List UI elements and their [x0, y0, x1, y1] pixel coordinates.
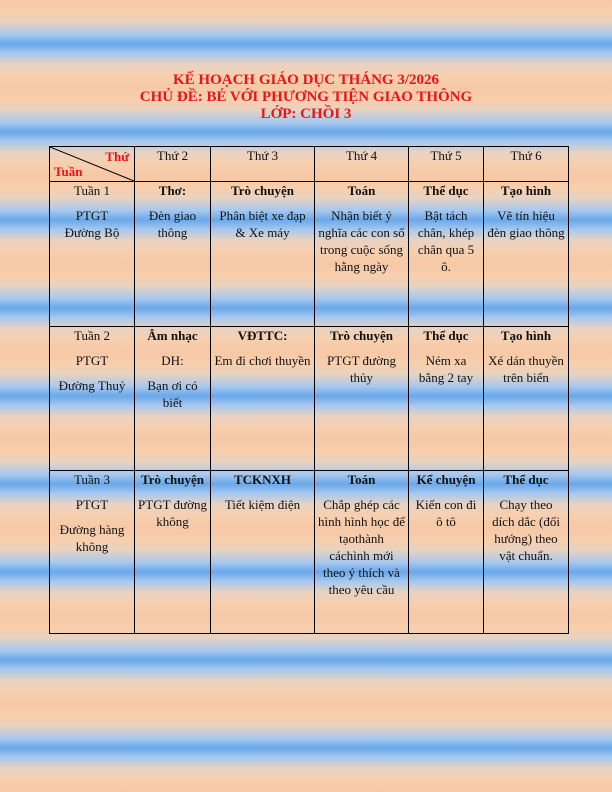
week-label-cell: [50, 327, 135, 471]
activity-cell: [211, 327, 315, 471]
activity-cell: [315, 327, 409, 471]
activity-detail: Bật tách chân, khép chân qua 5 ô.: [417, 208, 475, 274]
week-label-cell: [50, 182, 135, 327]
activity-detail: PTGT đường thủy: [327, 353, 396, 385]
activity-subject: Trò chuyện: [141, 472, 204, 487]
activity-cell: [135, 182, 211, 327]
activity-cell: [211, 182, 315, 327]
activity-detail: Vẽ tín hiệu đèn giao thông: [487, 208, 565, 240]
activity-detail: Nhận biết ý nghĩa các con số trong cuộc sống hằng ngày: [318, 208, 405, 274]
day-header: Thứ 3: [211, 147, 315, 182]
activity-subject: Thể dục: [503, 472, 549, 487]
activity-detail: Chắp ghép các hình hình học để tạothành cáchình mới theo ý thích và theo yêu cầu: [318, 497, 406, 597]
activity-cell: [135, 471, 211, 634]
week-number: Tuần 2: [73, 328, 110, 343]
activity-detail-2: Bạn ơi có biết: [147, 378, 198, 410]
activity-subject: Tạo hình: [500, 328, 552, 343]
activity-cell: [409, 327, 484, 471]
activity-cell: [409, 182, 484, 327]
week-number: Tuần 3: [73, 472, 110, 487]
activity-cell: [135, 327, 211, 471]
activity-subject: Thể dục: [423, 328, 469, 343]
week-row: [50, 327, 569, 471]
activity-cell: [484, 182, 569, 327]
week-topic: PTGT: [75, 353, 109, 368]
day-header: Thứ 2: [135, 147, 211, 182]
title-line-1: KẾ HOẠCH GIÁO DỤC THÁNG 3/2026: [173, 72, 439, 88]
activity-detail: Kiến con đi ô tô: [415, 497, 477, 529]
activity-subject: Thơ:: [158, 183, 187, 198]
activity-detail: PTGT đường không: [138, 497, 207, 529]
activity-subject: Âm nhạc: [147, 328, 198, 343]
activity-subject: TCKNXH: [233, 472, 292, 487]
activity-detail: Đèn giao thông: [148, 208, 197, 240]
activity-cell: [315, 182, 409, 327]
activity-cell: [315, 471, 409, 634]
activity-detail: DH:: [161, 353, 184, 368]
activity-subject: Trò chuyện: [330, 328, 393, 343]
week-route: Đường hàng không: [59, 522, 125, 554]
activity-cell: [484, 471, 569, 634]
activity-cell: [484, 327, 569, 471]
title-line-3: LỚP: CHỒI 3: [260, 106, 352, 122]
activity-subject: Trò chuyện: [231, 183, 294, 198]
activity-subject: Tạo hình: [500, 183, 552, 198]
document-title: [0, 72, 612, 123]
title-line-2: CHỦ ĐỀ: BÉ VỚI PHƯƠNG TIỆN GIAO THÔNG: [139, 89, 473, 105]
day-header: Thứ 6: [484, 147, 569, 182]
corner-cell: [50, 147, 135, 182]
activity-subject: VĐTTC:: [237, 328, 288, 343]
week-row: [50, 182, 569, 327]
week-topic: PTGT: [75, 208, 109, 223]
activity-subject: Toán: [347, 183, 376, 198]
plan-table: [49, 146, 569, 634]
week-route: Đường Thuỷ: [58, 378, 126, 393]
header-row: [50, 147, 569, 182]
day-header: Thứ 5: [409, 147, 484, 182]
activity-cell: [409, 471, 484, 634]
activity-subject: Toán: [347, 472, 376, 487]
week-label-cell: [50, 471, 135, 634]
activity-detail: Phân biệt xe đạp & Xe máy: [219, 208, 306, 240]
activity-cell: [211, 471, 315, 634]
activity-detail: Em đi chơi thuyền: [214, 353, 311, 368]
day-header: Thứ 4: [315, 147, 409, 182]
corner-week-label: Tuần: [54, 164, 83, 179]
activity-detail: Tiết kiệm điện: [224, 497, 301, 512]
week-topic: PTGT: [75, 497, 109, 512]
week-number: Tuần 1: [73, 183, 110, 198]
activity-detail: Ném xa bằng 2 tay: [418, 353, 474, 385]
week-route: Đường Bộ: [64, 225, 120, 240]
corner-day-label: Thứ: [105, 149, 129, 164]
week-row: [50, 471, 569, 634]
activity-subject: Thể dục: [423, 183, 469, 198]
activity-detail: Xé dán thuyền trên biển: [488, 353, 564, 385]
activity-detail: Chạy theo dích dắc (đổi hướng) theo vật chuẩn.: [492, 497, 560, 563]
activity-subject: Kể chuyện: [416, 472, 476, 487]
